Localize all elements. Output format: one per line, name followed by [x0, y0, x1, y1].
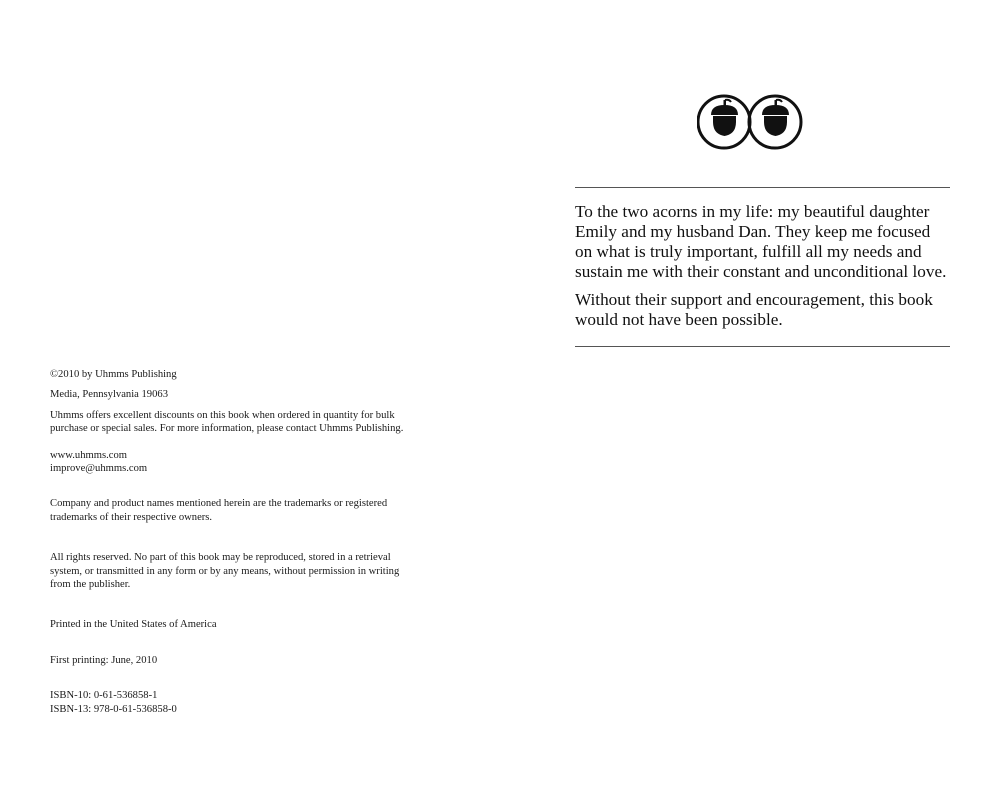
location-line: Media, Pennsylvania 19063: [50, 389, 168, 401]
trademarks-line: trademarks of their respective owners.: [50, 511, 213, 523]
top-divider: [575, 187, 950, 188]
copyright-line: ©2010 by Uhmms Publishing: [50, 369, 177, 380]
discounts-line: purchase or special sales. For more information, please contact Uhmms Publishing.: [50, 423, 404, 435]
dedication-page: [575, 0, 950, 800]
twin-acorns-icon: [697, 91, 807, 153]
rights-line: All rights reserved. No part of this book may be reproduced, stored in a retrieval: [50, 552, 391, 564]
discounts-paragraph: [50, 409, 450, 436]
bottom-divider: [575, 346, 950, 347]
isbn10-line: ISBN-10: 0-61-536858-1: [50, 690, 158, 702]
email-line: improve@uhmms.com: [50, 463, 148, 475]
discounts-line: Uhmms offers excellent discounts on this book when ordered in quantity for bulk: [50, 409, 395, 421]
copyright-page: [50, 368, 450, 716]
rights-line: from the publisher.: [50, 579, 131, 591]
first-printing-line: First printing: June, 2010: [50, 654, 158, 666]
dedication: [575, 202, 950, 330]
printed-line: Printed in the United States of America: [50, 619, 217, 631]
rights-line: system, or transmitted in any form or by any means, without permission in writing: [50, 565, 400, 577]
rights-paragraph: [50, 551, 450, 591]
trademarks-line: Company and product names mentioned herein are the trademarks or registered: [50, 498, 388, 510]
isbn13-line: ISBN-13: 978-0-61-536858-0: [50, 703, 177, 715]
dedication-paragraph: Without their support and encouragement, this book would not have been possible.: [575, 290, 933, 329]
dedication-paragraph: To the two acorns in my life: my beautiful daughter Emily and my husband Dan. They keep me focused on what is truly important, fulfill all my needs and sustain me with their constant and unconditional love.: [575, 202, 947, 281]
trademarks-paragraph: [50, 497, 450, 524]
website-line: www.uhmms.com: [50, 449, 127, 461]
